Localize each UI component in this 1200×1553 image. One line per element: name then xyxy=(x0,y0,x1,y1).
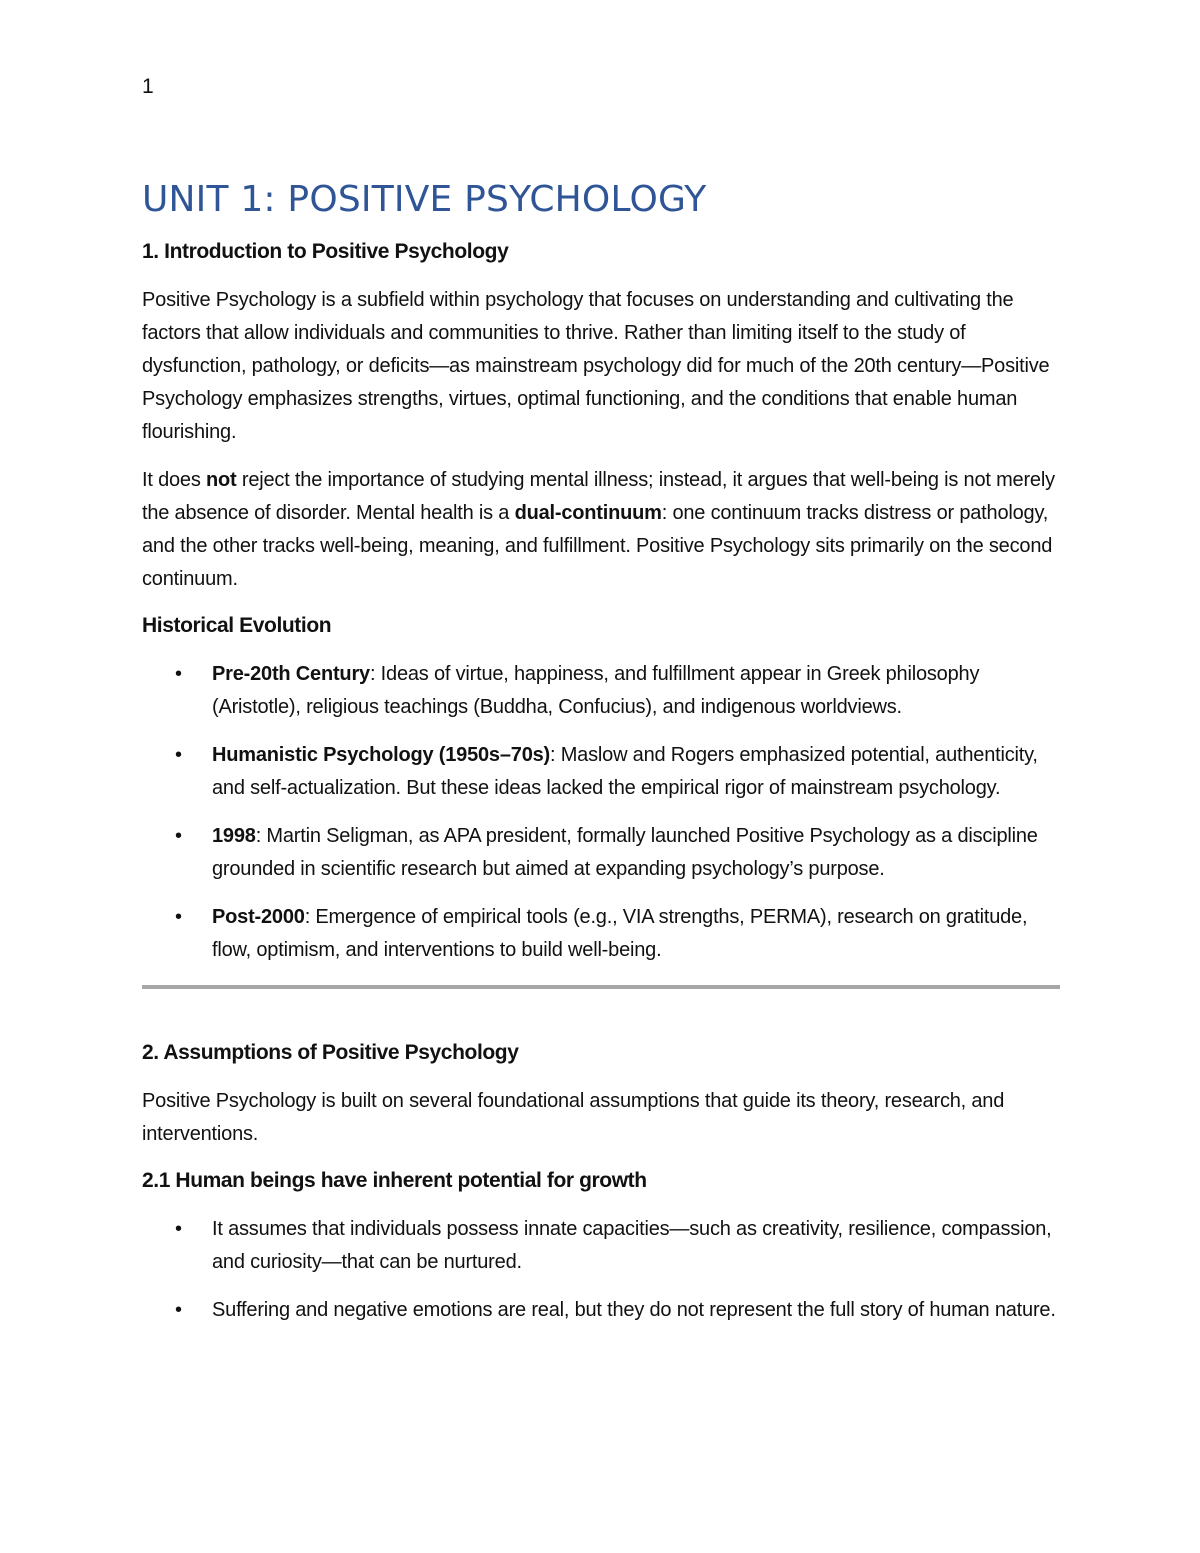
page-number: 1 xyxy=(142,75,154,98)
history-term: Post-2000 xyxy=(212,906,305,928)
list-item xyxy=(142,1294,1060,1327)
bullet-icon: • xyxy=(175,906,182,928)
horizontal-divider xyxy=(142,985,1060,989)
historical-evolution-list xyxy=(142,658,1060,967)
bullet-icon: • xyxy=(175,1218,182,1240)
history-term: Pre-20th Century xyxy=(212,663,370,685)
list-item xyxy=(142,1213,1060,1279)
unit-title: UNIT 1: POSITIVE PSYCHOLOGY xyxy=(142,179,707,220)
history-text: : Maslow and Rogers emphasized potential, authenticity, and self-actualization. But these ideas lacked the empirical rigor of mainstream psychology. xyxy=(212,744,1038,799)
section2-heading: 2. Assumptions of Positive Psychology xyxy=(142,1041,519,1064)
para2-text-3: : one continuum tracks distress or pathology, and the other tracks well-being, meaning, and fulfillment. Positive Psychology sits primarily on the second continuum. xyxy=(142,502,1053,590)
subsection-item-text: It assumes that individuals possess innate capacities—such as creativity, resilience, compassion, and curiosity—that can be nurtured. xyxy=(212,1218,1052,1273)
bullet-icon: • xyxy=(175,744,182,766)
section1-paragraph-2 xyxy=(142,464,1060,596)
bullet-icon: • xyxy=(175,825,182,847)
section2-paragraph-1: Positive Psychology is built on several foundational assumptions that guide its theory, research, and interventions. xyxy=(142,1090,1005,1145)
subsection-item-text: Suffering and negative emotions are real, but they do not represent the full story of human nature. xyxy=(212,1299,1056,1321)
bullet-icon: • xyxy=(175,663,182,685)
section1-paragraph-1: Positive Psychology is a subfield within psychology that focuses on understanding and cultivating the factors that allow individuals and communities to thrive. Rather than limiting itself to the study of dysfunction, pathology, or deficits—as mainstream psychology did for much of the 20th century—Positive Psychology emphasizes strengths, virtues, optimal functioning, and the conditions that enable human flourishing. xyxy=(142,289,1050,443)
bullet-icon: • xyxy=(175,1299,182,1321)
history-text: : Martin Seligman, as APA president, formally launched Positive Psychology as a discipline grounded in scientific research but aimed at expanding psychology’s purpose. xyxy=(212,825,1038,880)
para2-text-2: reject the importance of studying mental illness; instead, it argues that well-being is not merely the absence of disorder. Mental health is a xyxy=(142,469,1055,524)
subsection-2-1-list xyxy=(142,1213,1060,1327)
para2-bold-not: not xyxy=(206,469,237,491)
history-term: 1998 xyxy=(212,825,256,847)
para2-bold-dual-continuum: dual-continuum xyxy=(514,502,662,524)
list-item xyxy=(142,658,1060,724)
page-content xyxy=(142,176,1060,1327)
historical-evolution-heading: Historical Evolution xyxy=(142,614,332,637)
subsection-2-1-heading: 2.1 Human beings have inherent potential for growth xyxy=(142,1169,647,1192)
history-text: : Ideas of virtue, happiness, and fulfillment appear in Greek philosophy (Aristotle), religious teachings (Buddha, Confucius), and indigenous worldviews. xyxy=(212,663,980,718)
list-item xyxy=(142,820,1060,886)
para2-text-1: It does xyxy=(142,469,206,491)
list-item xyxy=(142,901,1060,967)
section1-heading: 1. Introduction to Positive Psychology xyxy=(142,240,509,263)
history-term: Humanistic Psychology (1950s–70s) xyxy=(212,744,550,766)
list-item xyxy=(142,739,1060,805)
history-text: : Emergence of empirical tools (e.g., VIA strengths, PERMA), research on gratitude, flow, optimism, and interventions to build well-being. xyxy=(212,906,1028,961)
